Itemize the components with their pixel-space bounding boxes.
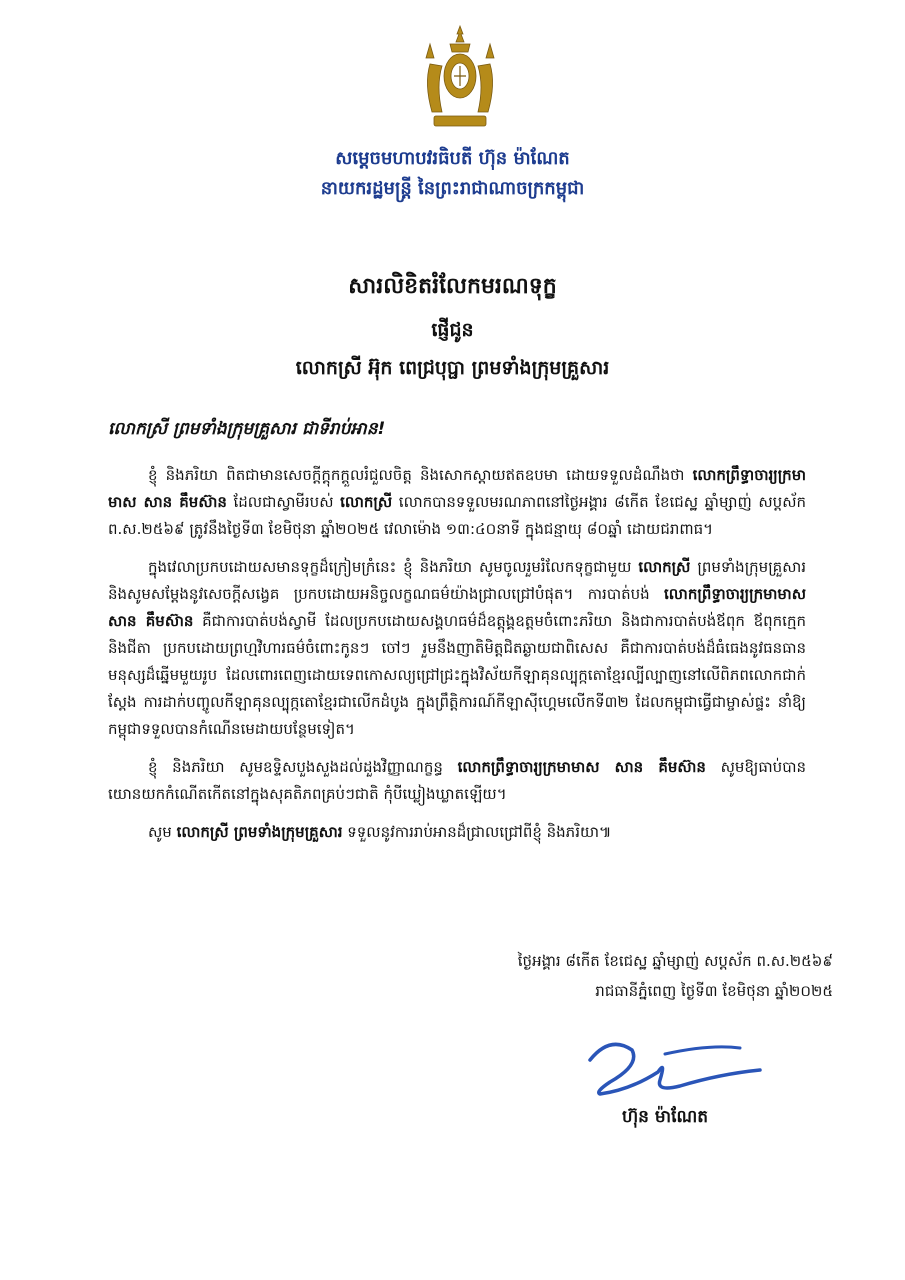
recipient-ref: លោកស្រី bbox=[340, 493, 393, 511]
recipient-ref: លោកស្រី ព្រមទាំងក្រុមគ្រួសារ bbox=[176, 823, 343, 841]
text: លោកបានទទួលមរណភាពនៅថ្ងៃអង្គារ ៨កើត ខែជេស្ឋ ឆ្នាំម្សាញ់ សប្តស័ក ព.ស.២៥៦៩ ត្រូវនឹងថ្ងៃទី៣ ខែមិថុនា ឆ្នាំ២០២៥ វេលាម៉ោង ១៣:៤០នាទី ក្នុងជន្មាយុ ៨០ឆ្នាំ ដោយជរាពាធ។ bbox=[108, 493, 806, 538]
salutation: លោកស្រី ព្រមទាំងក្រុមគ្រួសារ ជាទីរាប់អាន! bbox=[108, 419, 386, 439]
recipient-line: លោកស្រី អ៊ុក ពេជ្របុប្ផា ព្រមទាំងក្រុមគ្រួសារ bbox=[295, 357, 610, 379]
text: ក្នុងវេលាប្រកបដោយសមានទុក្ខដ៏ក្រៀមក្រំនេះ ខ្ញុំ និងភរិយា សូមចូលរួមរំលែកទុក្ខជាមួយ bbox=[148, 558, 639, 576]
deceased-name: លោកព្រឹទ្ធាចារ្យក្រមាមាស សាន គឹមស៊ាន bbox=[108, 585, 806, 630]
lunar-date: ថ្ងៃអង្គារ ៨កើត ខែជេស្ឋ ឆ្នាំម្សាញ់ សប្តស័ក ព.ស.២៥៦៩ bbox=[517, 952, 833, 970]
letter-title: សារលិខិតរំលែកមរណទុក្ខ bbox=[348, 274, 557, 299]
paragraph-4 bbox=[108, 819, 806, 846]
text: ព្រមទាំងក្រុមគ្រួសារ និងសូមសម្តែងនូវសេចក្តីសង្វេគ ប្រកបដោយអនិច្ចលក្ខណធម៌យ៉ាងជ្រាលជ្រៅបំផុត។ ការបាត់បង់ bbox=[108, 558, 806, 603]
signature-icon bbox=[570, 1030, 770, 1100]
header-line-1: សម្តេចមហាបវរធិបតី ហ៊ុន ម៉ាណែត bbox=[335, 148, 570, 169]
text: សូមឱ្យធាប់បានយោនយកកំណើតកើតនៅក្នុងសុគតិភពគ្រប់ៗជាតិ កុំបីឃ្លៀងឃ្លាតឡើយ។ bbox=[108, 758, 807, 803]
royal-coat-of-arms-icon bbox=[420, 24, 500, 134]
deceased-name: លោកព្រឹទ្ធាចារ្យក្រមាមាស សាន គឹមស៊ាន bbox=[108, 466, 806, 511]
text: ខ្ញុំ និងភរិយា ពិតជាមានសេចក្តីក្តុកក្តួលរំជួលចិត្ត និងសោកស្តាយឥតឧបមា ដោយទទួលដំណឹងថា bbox=[148, 466, 693, 484]
text: ខ្ញុំ និងភរិយា សូមឧទ្ទិសបួងសួងដល់ដួងវិញ្ញាណក្ខន្ធ bbox=[148, 758, 458, 776]
header-line-2: នាយករដ្ឋមន្ត្រី នៃព្រះរាជាណាចក្រកម្ពុជា bbox=[320, 178, 585, 199]
text: ដែលជាស្វាមីរបស់ bbox=[226, 493, 341, 511]
text: ទទួលនូវការរាប់អានដ៏ជ្រាលជ្រៅពីខ្ញុំ និងភរិយា៕ bbox=[342, 823, 612, 841]
deceased-name: លោកព្រឹទ្ធាចារ្យក្រមាមាស សាន គឹមស៊ាន bbox=[457, 758, 706, 776]
letter-body bbox=[108, 462, 806, 857]
text: សូម bbox=[148, 823, 177, 841]
text: គឺជាការបាត់បង់ស្វាមី ដែលប្រកបដោយសង្គហធម៌ដ៏ឧត្តុង្គឧត្តមចំពោះភរិយា និងជាការបាត់បង់ឪពុក ឪពុកក្មេក និងជីតា ប្រកបដោយព្រហ្មវិហារធម៌ចំពោះកូនៗ ចៅៗ រួមនឹងញាតិមិត្តជិតឆ្ងាយជាពិសេស គឺជាការបាត់បង់ដ៏ធំធេងនូវធនធានមនុស្សដ៏ឆ្នើមមួយរូប ដែលពោរពេញដោយទេពកោសល្យជ្រៅជ្រះក្នុងវិស័យកីឡាគុនល្បុក្កតោខ្មែរល្បីល្បាញនៅលើពិភពលោកជាក់ស្តែង ការដាក់បញ្ចូលកីឡាគុនល្បុក្កតោខ្មែរជាលើកដំបូង ក្នុងព្រឹត្តិការណ៍កីឡាស៊ីហ្គេមលើកទី៣២ ដែលកម្ពុជាធ្វើជាម្ចាស់ផ្ទះ នាំឱ្យកម្ពុជាទទួលបានកំណើនមេដាយបន្ថែមទៀត។ bbox=[108, 612, 806, 738]
paragraph-3 bbox=[108, 754, 806, 808]
paragraph-2 bbox=[108, 554, 806, 743]
signatory-name: ហ៊ុន ម៉ាណែត bbox=[621, 1107, 709, 1127]
place-date: រាជធានីភ្នំពេញ ថ្ងៃទី៣ ខែមិថុនា ឆ្នាំ២០២៥ bbox=[595, 982, 833, 1000]
recipient-ref: លោកស្រី bbox=[638, 558, 691, 576]
paragraph-1 bbox=[108, 462, 806, 543]
sent-to-label: ផ្ញើជូន bbox=[431, 319, 474, 341]
